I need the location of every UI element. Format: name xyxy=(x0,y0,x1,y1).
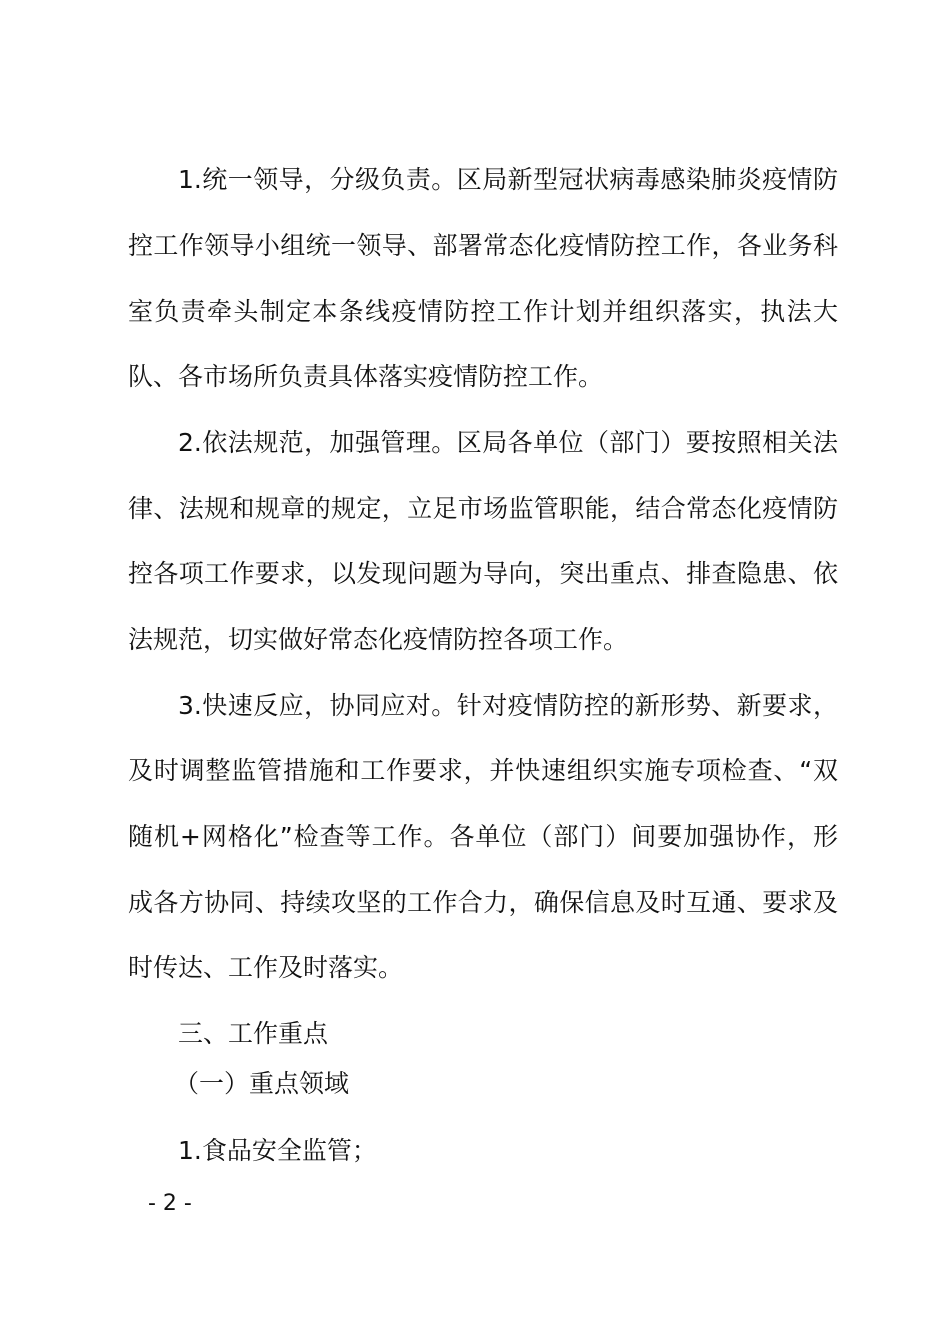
paragraph-3-line-3: 随机+网格化”检查等工作。各单位（部门）间要加强协作，形 xyxy=(128,822,838,851)
paragraph-2-line-4: 法规范，切实做好常态化疫情防控各项工作。 xyxy=(128,625,629,654)
paragraph-2-line-2: 律、法规和规章的规定，立足市场监管职能，结合常态化疫情防 xyxy=(128,494,838,523)
paragraph-3-line-4: 成各方协同、持续攻坚的工作合力，确保信息及时互通、要求及 xyxy=(128,888,838,917)
paragraph-3-line-5: 时传达、工作及时落实。 xyxy=(128,953,404,982)
paragraph-2-line-1: 2.依法规范，加强管理。区局各单位（部门）要按照相关法 xyxy=(178,428,838,457)
paragraph-1-line-3: 室负责牵头制定本条线疫情防控工作计划并组织落实，执法大 xyxy=(128,297,838,326)
paragraph-1-line-4: 队、各市场所负责具体落实疫情防控工作。 xyxy=(128,362,604,391)
subsection-heading: （一）重点领域 xyxy=(174,1069,350,1098)
paragraph-2-line-3: 控各项工作要求，以发现问题为导向，突出重点、排查隐患、依 xyxy=(128,559,838,588)
paragraph-3-line-2: 及时调整监管措施和工作要求，并快速组织实施专项检查、“双 xyxy=(128,756,838,785)
page-number: - 2 - xyxy=(148,1191,192,1216)
paragraph-1-line-1: 1.统一领导，分级负责。区局新型冠状病毒感染肺炎疫情防 xyxy=(178,165,838,194)
list-item-1: 1.食品安全监管； xyxy=(178,1136,377,1165)
paragraph-3-line-1: 3.快速反应，协同应对。针对疫情防控的新形势、新要求， xyxy=(178,691,838,720)
paragraph-1-line-2: 控工作领导小组统一领导、部署常态化疫情防控工作，各业务科 xyxy=(128,231,838,260)
section-heading: 三、工作重点 xyxy=(178,1019,329,1048)
